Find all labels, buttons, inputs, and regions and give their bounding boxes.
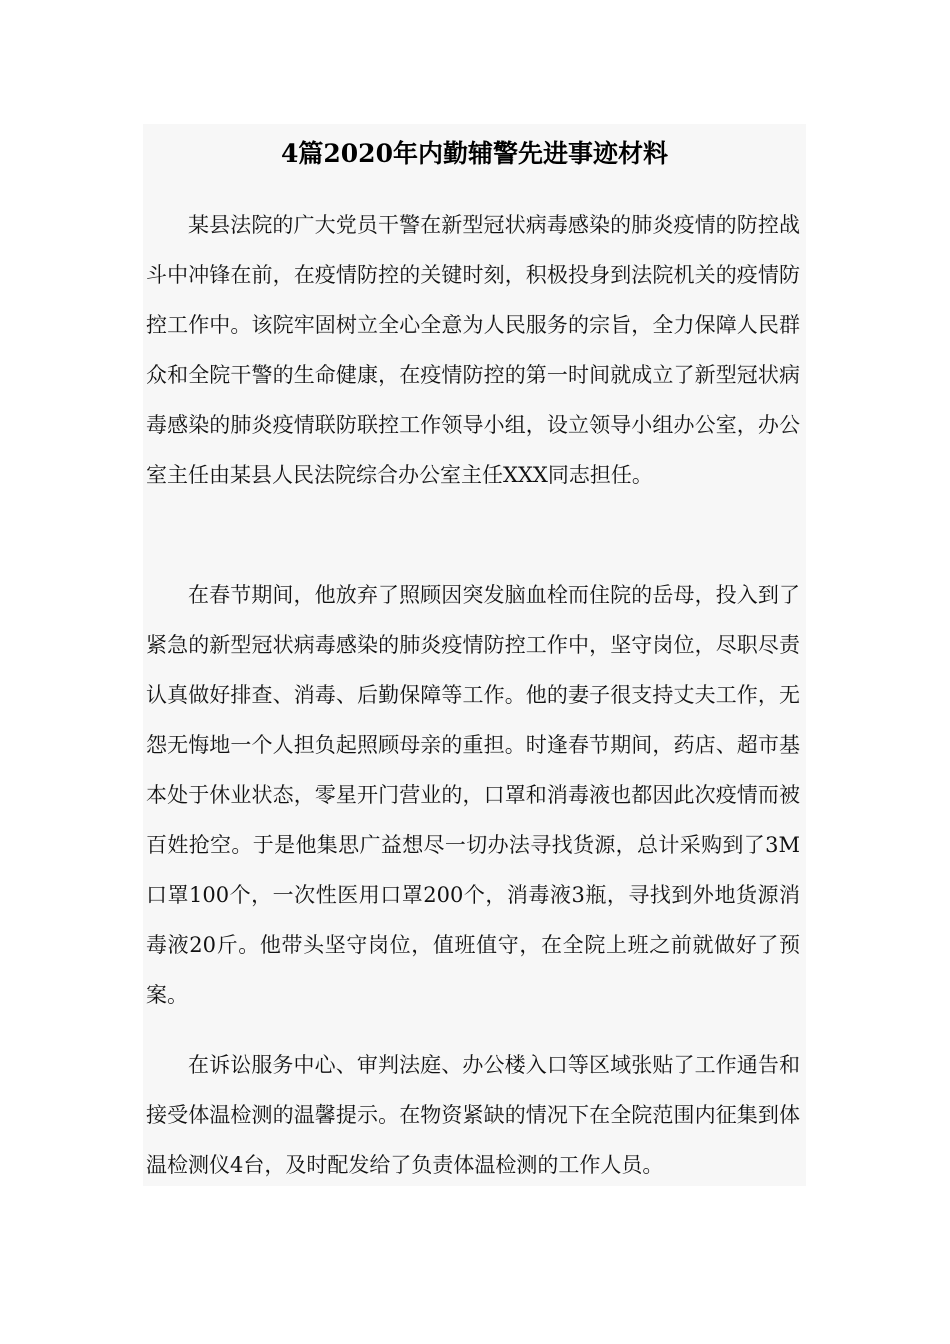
paragraph-3: 在诉讼服务中心、审判法庭、办公楼入口等区域张贴了工作通告和接受体温检测的温馨提示。在物资紧缺的情况下在全院范围内征集到体温检测仪4台，及时配发给了负责体温检测的工作人员。 [146, 1053, 800, 1177]
paragraph-2: 在春节期间，他放弃了照顾因突发脑血栓而住院的岳母，投入到了紧急的新型冠状病毒感染的肺炎疫情防控工作中，坚守岗位，尽职尽责认真做好排查、消毒、后勤保障等工作。他的妻子很支持丈夫工作，无怨无悔地一个人担负起照顾母亲的重担。时逢春节期间，药店、超市基本处于休业状态，零星开门营业的，口罩和消毒液也都因此次疫情而被百姓抢空。于是他集思广益想尽一切办法寻找货源，总计采购到了3M口罩100个，一次性医用口罩200个，消毒液3瓶，寻找到外地货源消毒液20斤。他带头坚守岗位，值班值守，在全院上班之前就做好了预案。 [146, 583, 800, 1007]
document-title: 4篇2020年内勤辅警先进事迹材料 [281, 139, 668, 168]
paragraph-1: 某县法院的广大党员干警在新型冠状病毒感染的肺炎疫情的防控战斗中冲锋在前，在疫情防控的关键时刻，积极投身到法院机关的疫情防控工作中。该院牢固树立全心全意为人民服务的宗旨，全力保障人民群众和全院干警的生命健康，在疫情防控的第一时间就成立了新型冠状病毒感染的肺炎疫情联防联控工作领导小组，设立领导小组办公室，办公室主任由某县人民法院综合办公室主任XXX同志担任。 [146, 213, 800, 487]
